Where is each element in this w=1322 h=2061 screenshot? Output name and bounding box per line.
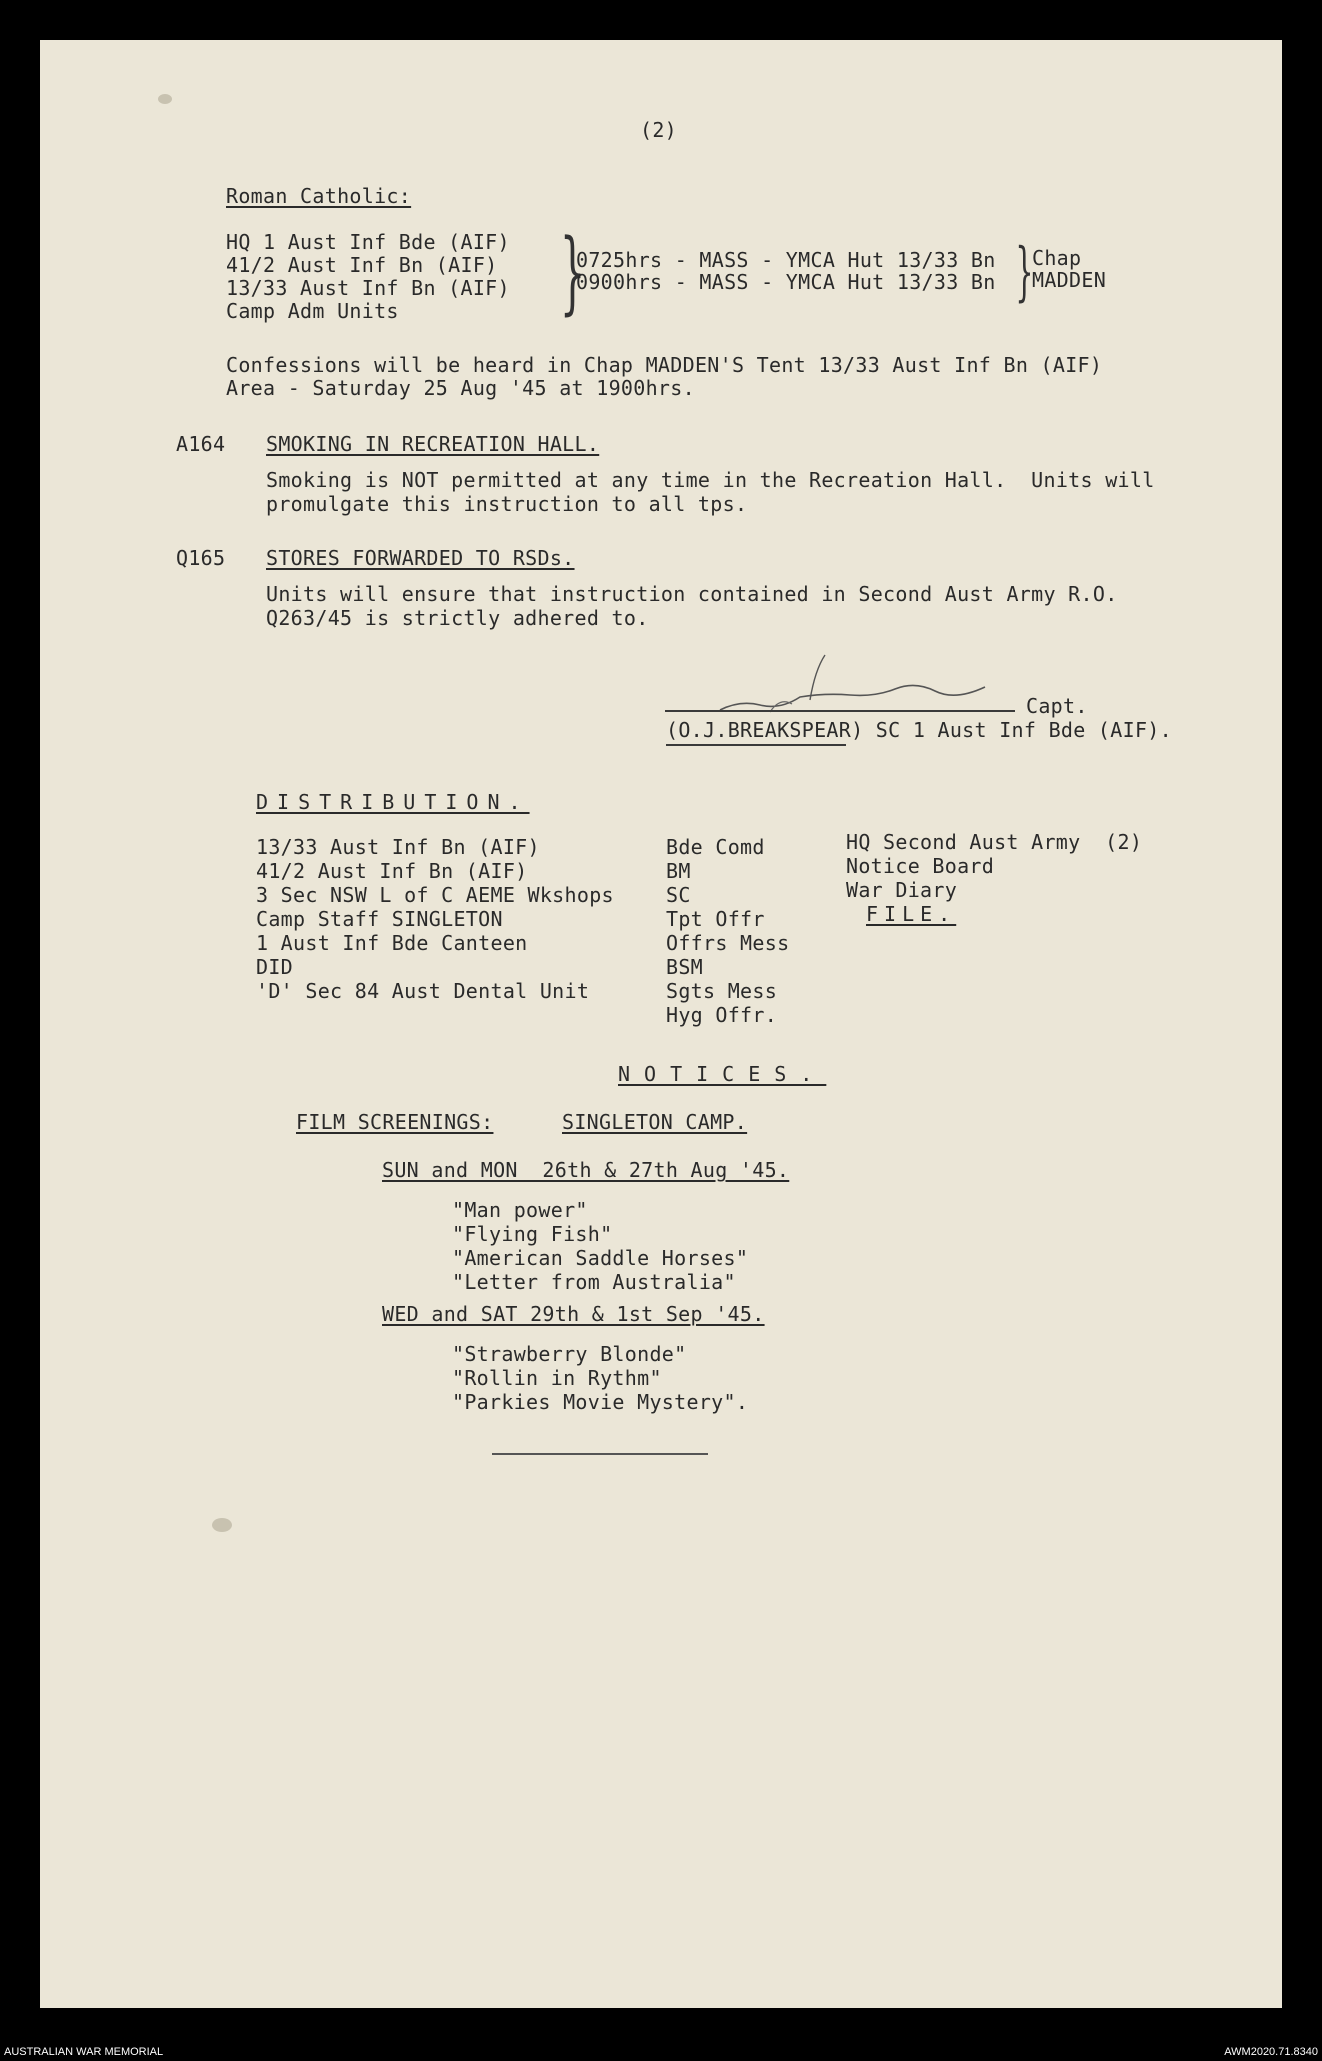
page-number: (2) (640, 118, 678, 142)
distribution-entry: Tpt Offr (666, 907, 765, 931)
distribution-entry: 3 Sec NSW L of C AEME Wkshops (256, 883, 614, 907)
film-title: "Parkies Movie Mystery". (452, 1390, 749, 1414)
item-text-q165: Q263/45 is strictly adhered to. (266, 606, 649, 630)
rc-service: 0900hrs - MASS - YMCA Hut 13/33 Bn (576, 270, 996, 294)
rc-unit: HQ 1 Aust Inf Bde (AIF) (226, 230, 510, 254)
chaplain-name: MADDEN (1032, 268, 1107, 292)
distribution-entry: 13/33 Aust Inf Bn (AIF) (256, 835, 540, 859)
paper-mark (158, 94, 172, 104)
distribution-entry: Sgts Mess (666, 979, 778, 1003)
distribution-entry: BSM (666, 955, 704, 979)
distribution-entry: 41/2 Aust Inf Bn (AIF) (256, 859, 528, 883)
film-title: "Man power" (452, 1198, 588, 1222)
closing-rule (492, 1453, 708, 1455)
roman-catholic-heading: Roman Catholic: (226, 184, 412, 208)
film-title: "Rollin in Rythm" (452, 1366, 662, 1390)
distribution-heading: DISTRIBUTION. (256, 790, 530, 814)
item-heading-q165: STORES FORWARDED TO RSDs. (266, 546, 575, 570)
distribution-entry: BM (666, 859, 691, 883)
distribution-entry: 1 Aust Inf Bde Canteen (256, 931, 528, 955)
distribution-entry: DID (256, 955, 294, 979)
session-heading: SUN and MON 26th & 27th Aug '45. (382, 1158, 790, 1182)
distribution-entry: Offrs Mess (666, 931, 790, 955)
session-heading: WED and SAT 29th & 1st Sep '45. (382, 1302, 765, 1326)
brace-units: } (559, 220, 586, 325)
item-text-a164: Smoking is NOT permitted at any time in the Recreation Hall. Units will (266, 468, 1155, 492)
footer-archive-name: AUSTRALIAN WAR MEMORIAL (4, 2046, 164, 2058)
signature-name: (O.J.BREAKSPEAR) SC 1 Aust Inf Bde (AIF). (666, 718, 1172, 742)
footer-accession: AWM2020.71.8340 (1224, 2046, 1318, 2058)
rc-unit: 13/33 Aust Inf Bn (AIF) (226, 276, 510, 300)
item-number-a164: A164 (176, 432, 226, 456)
film-title: "Strawberry Blonde" (452, 1342, 687, 1366)
item-heading-a164: SMOKING IN RECREATION HALL. (266, 432, 600, 456)
handwritten-signature (700, 640, 1020, 730)
confessions-line: Confessions will be heard in Chap MADDEN'S Tent 13/33 Aust Inf Bn (AIF) (226, 353, 1103, 377)
film-location: SINGLETON CAMP. (562, 1110, 748, 1134)
distribution-entry: Camp Staff SINGLETON (256, 907, 503, 931)
signature-rank: Capt. (1026, 694, 1088, 718)
distribution-file: FILE. (866, 902, 957, 926)
item-text-a164: promulgate this instruction to all tps. (266, 492, 748, 516)
distribution-entry: HQ Second Aust Army (2) (846, 830, 1143, 854)
rc-service: 0725hrs - MASS - YMCA Hut 13/33 Bn (576, 248, 996, 272)
item-text-q165: Units will ensure that instruction contained in Second Aust Army R.O. (266, 582, 1118, 606)
distribution-entry: War Diary (846, 878, 958, 902)
distribution-entry: Bde Comd (666, 835, 765, 859)
notices-heading: NOTICES. (618, 1062, 827, 1086)
brace-services: } (1015, 235, 1034, 309)
distribution-entry: Hyg Offr. (666, 1003, 778, 1027)
confessions-line: Area - Saturday 25 Aug '45 at 1900hrs. (226, 376, 695, 400)
signature-line (665, 710, 1015, 712)
film-screenings-label: FILM SCREENINGS: (296, 1110, 494, 1134)
chaplain-title: Chap (1032, 246, 1082, 270)
distribution-entry: 'D' Sec 84 Aust Dental Unit (256, 979, 590, 1003)
rc-unit: 41/2 Aust Inf Bn (AIF) (226, 253, 498, 277)
distribution-entry: SC (666, 883, 691, 907)
film-title: "Letter from Australia" (452, 1270, 736, 1294)
document-page (40, 40, 1282, 2008)
film-title: "American Saddle Horses" (452, 1246, 749, 1270)
film-title: "Flying Fish" (452, 1222, 613, 1246)
item-number-q165: Q165 (176, 546, 226, 570)
paper-mark (212, 1518, 232, 1532)
distribution-entry: Notice Board (846, 854, 995, 878)
rc-unit: Camp Adm Units (226, 299, 399, 323)
name-underline (666, 744, 846, 746)
